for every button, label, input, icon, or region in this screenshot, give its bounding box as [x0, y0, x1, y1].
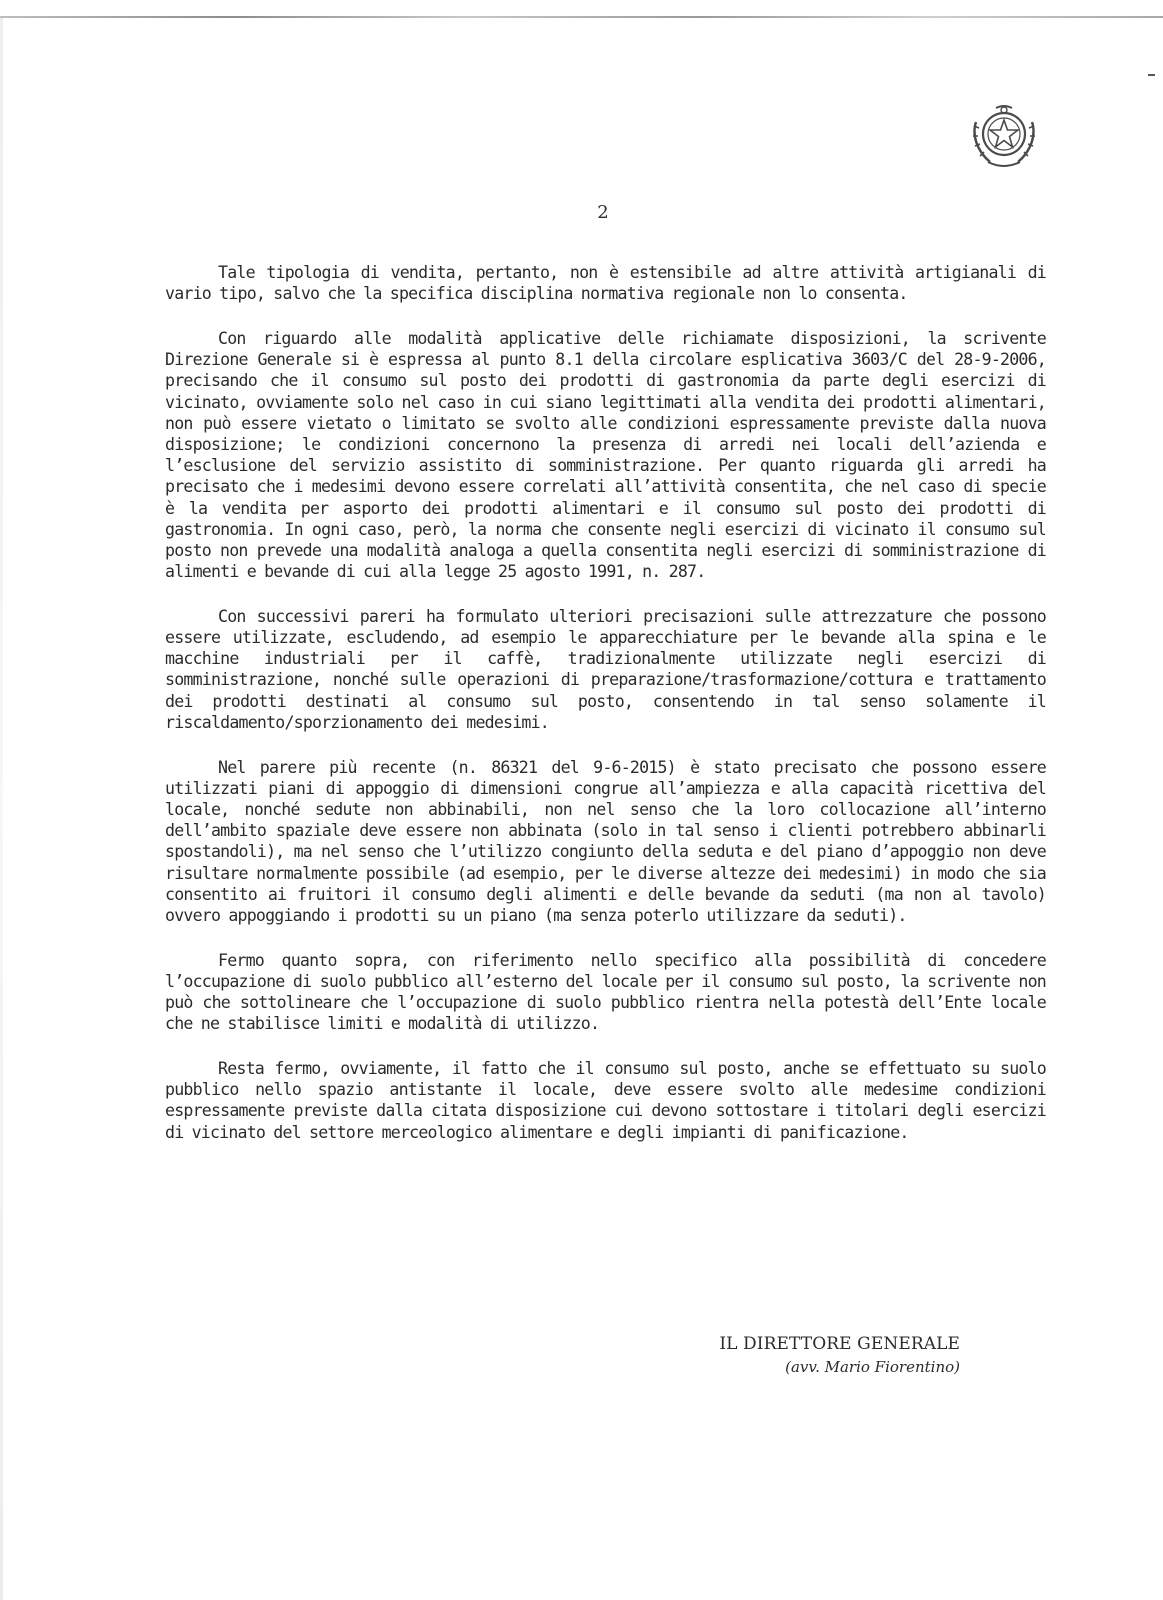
paragraph: Con successivi pareri ha formulato ulteriori precisazioni sulle attrezzature che possono essere utilizzate, escludendo, ad esempio le apparecchiature per le bevande alla spina e le macchine industriali per il caffè, tradizionalmente utilizzate negli esercizi di somministrazione, nonché sulle operazioni di preparazione/trasformazione/cottura e trattamento dei prodotti destinati al consumo sul posto, consentendo in tal senso solamente il riscaldamento/sporzionamento dei medesimi. [165, 606, 1046, 732]
paragraph: Fermo quanto sopra, con riferimento nello specifico alla possibilità di concedere l’occupazione di suolo pubblico all’esterno del locale per il consumo sul posto, la scrivente non può che sottolineare che l’occupazione di suolo pubblico rientra nella potestà dell’Ente locale che ne stabilisce limiti e modalità di utilizzo. [165, 950, 1046, 1034]
signature-name: (avv. Mario Fiorentino) [785, 1358, 960, 1376]
signature-block [560, 1332, 960, 1378]
scan-top-edge [0, 16, 1163, 18]
paragraph: Con riguardo alle modalità applicative delle richiamate disposizioni, la scrivente Direzione Generale si è espressa al punto 8.1 della circolare esplicativa 3603/C del 28-9-2006, precisando che il consumo sul posto dei prodotti di gastronomia da parte degli esercizi di vicinato, ovviamente solo nel caso in cui siano legittimati alla vendita dei prodotti alimentari, non può essere vietato o limitato se svolto alle condizioni espressamente previste dalla nuova disposizione; le condizioni concernono la presenza di arredi nei locali dell’azienda e l’esclusione del servizio assistito di somministrazione. Per quanto riguarda gli arredi ha precisato che i medesimi devono essere correlati all’attività consentita, che nel caso di specie è la vendita per asporto dei prodotti alimentari e il consumo sul posto dei prodotti di gastronomia. In ogni caso, però, la norma che consente negli esercizi di vicinato il consumo sul posto non prevede una modalità analoga a quella consentita negli esercizi di somministrazione di alimenti e bevande di cui alla legge 25 agosto 1991, n. 287. [165, 328, 1046, 582]
paragraph: Tale tipologia di vendita, pertanto, non è estensibile ad altre attività artigianali di vario tipo, salvo che la specifica disciplina normativa regionale non lo consenta. [165, 263, 1046, 304]
signature-title: IL DIRETTORE GENERALE [719, 1334, 960, 1354]
italian-republic-emblem-icon [966, 102, 1042, 172]
scan-mark [1148, 74, 1155, 76]
letter-body [165, 262, 1046, 1166]
paragraph: Resta fermo, ovviamente, il fatto che il consumo sul posto, anche se effettuato su suolo pubblico nello spazio antistante il locale, deve essere svolto alle medesime condizioni espressamente previste dalla citata disposizione cui devono sottostare i titolari degli esercizi di vicinato del settore merceologico alimentare e degli impianti di panificazione. [165, 1059, 1046, 1142]
paragraph: Nel parere più recente (n. 86321 del 9-6-2015) è stato precisato che possono essere utilizzati piani di appoggio di dimensioni congrue all’ampiezza e alla capacità ricettiva del locale, nonché sedute non abbinabili, non nel senso che la loro collocazione all’interno dell’ambito spaziale deve essere non abbinata (solo in tal senso i clienti potrebbero abbinarli spostandoli), ma nel senso che l’utilizzo congiunto della seduta e del piano d’appoggio non deve risultare normalmente possibile (ad esempio, per le diverse altezze dei medesimi) in modo che sia consentito ai fruitori il consumo degli alimenti e delle bevande da seduti (ma non al tavolo) ovvero appoggiando i prodotti su un piano (ma senza poterlo utilizzare da seduti). [165, 757, 1046, 925]
scan-left-edge [0, 18, 3, 1600]
page-number: 2 [597, 202, 609, 223]
